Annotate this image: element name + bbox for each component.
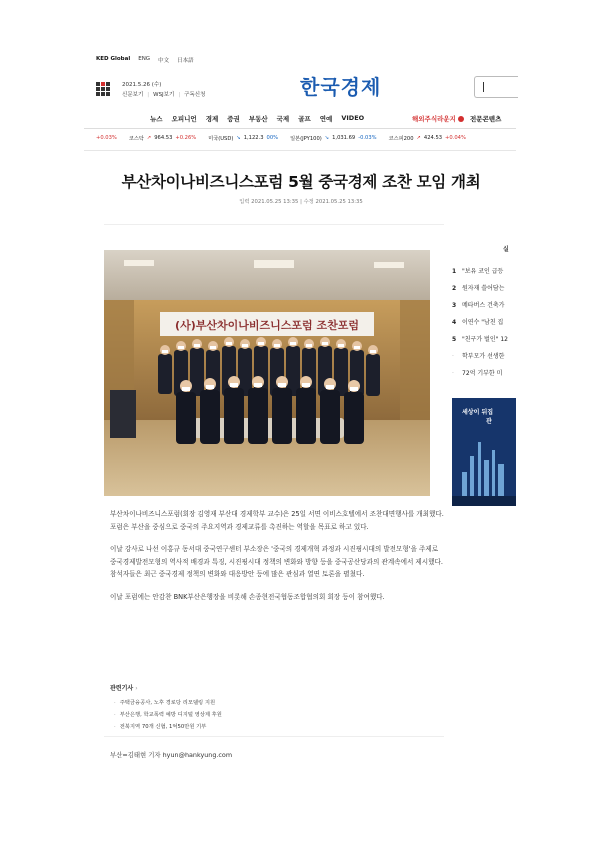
date-box: 2021.5.26 (수) 신문보기 | WSJ보기 | 구독신청 <box>122 82 206 98</box>
popular-item[interactable]: 5 "친구가 벌인" 12 <box>452 336 508 343</box>
site-logo[interactable]: 한국경제 <box>300 75 382 99</box>
ticker-item[interactable]: 코스피200 ↗ 424.53 +0.04% <box>388 135 466 142</box>
divider <box>104 224 444 225</box>
language-bar <box>96 56 194 64</box>
ked-global-link[interactable]: KED Global <box>96 56 131 62</box>
search-input[interactable] <box>474 76 518 98</box>
sidebar-extra-item[interactable]: · 학부모가 선생한 <box>452 353 505 360</box>
ticker-item[interactable]: 일본(JPY100) ↘ 1,031.69 -0.03% <box>290 135 377 142</box>
overseas-stock-lounge-link[interactable]: 해외주식라운지 <box>412 114 464 123</box>
main-nav <box>150 114 364 123</box>
reporter-byline: 부산=김태현 기자 hyun@hankyung.com <box>110 751 233 759</box>
premium-content-link[interactable]: 전문콘텐츠 <box>469 115 502 123</box>
menu-grid-icon[interactable] <box>96 82 110 96</box>
related-article-link[interactable]: · 부산은행, 학교폭력 예방 디지털 영상제 후원 <box>114 709 222 721</box>
ad-text: 세상이 뒤집 <box>462 409 494 416</box>
ticker-item[interactable]: 미국(USD) ↘ 1,122.3 00% <box>208 135 279 142</box>
divider <box>84 128 516 129</box>
wsj-link[interactable]: WSJ보기 <box>153 92 175 98</box>
article-paragraph: 이날 포럼에는 안감찬 BNK부산은행장을 비롯해 손종현전국협동조합협의회 회장 등이 참여했다. <box>110 592 385 601</box>
ticker-item[interactable]: 코스닥 ↗ 964.53 +0.26% <box>128 135 197 142</box>
arrow-up-icon: ↗ <box>146 135 152 141</box>
popular-item[interactable]: 3 메타버스 건축가 <box>452 302 505 309</box>
lang-eng-link[interactable]: ENG <box>138 56 151 62</box>
nav-item-entertainment[interactable]: 연예 <box>319 115 333 123</box>
popular-item[interactable]: 4 이연수 "남친 집 <box>452 319 504 326</box>
popular-item[interactable]: 1 "보유 코인 급등 <box>452 268 504 275</box>
arrow-up-icon: ↗ <box>416 135 421 141</box>
lang-chinese-link[interactable]: 中文 <box>158 58 170 64</box>
nav-special <box>412 114 501 123</box>
related-articles-list <box>114 697 222 733</box>
nav-item-news[interactable]: 뉴스 <box>150 115 163 123</box>
chevron-icon: › <box>135 685 138 692</box>
nav-item-stocks[interactable]: 증권 <box>227 115 240 123</box>
popular-list <box>452 263 508 382</box>
sidebar-heading: 실 <box>503 246 509 253</box>
nav-item-golf[interactable]: 골프 <box>298 115 311 123</box>
nav-item-opinion[interactable]: 오피니언 <box>171 115 197 123</box>
photo-banner-text: (사)부산차이나비즈니스포럼 조찬포럼 <box>175 319 359 332</box>
article-photo <box>104 250 430 496</box>
related-articles-heading: 관련기사 › <box>110 685 138 692</box>
arrow-down-icon: ↘ <box>236 135 241 141</box>
today-date: 2021.5.26 (수) <box>122 82 162 88</box>
nav-item-video[interactable]: VIDEO <box>341 114 365 122</box>
lang-japanese-link[interactable]: 日本語 <box>177 58 194 64</box>
article-paragraph: 이날 강사로 나선 이홍규 동서대 중국연구센터 부소장은 '중국의 경제개혁 과정과 시진핑시대의 발전모형'을 주제로 중국경제발전모형의 역사적 배경과 특징, 시진핑시대 정책의 변화와 방향 등을 중국공산당과의 관계속에서 제시했다. 참석자들은 최근 중국경제 정책의 변화와 대응방안 등에 많은 관심과 열띤 토론을 펼쳤다. <box>110 545 443 578</box>
article-paragraph: 부산차이나비즈니스포럼(회장 김영재 부산대 경제학부 교수)은 25일 서면 이비스호텔에서 조찬대면행사를 개최했다. 포럼은 부산을 중심으로 중국의 주요지역과 경제교류를 촉진하는 역할을 목표로 하고 있다. <box>110 510 444 531</box>
newspaper-link[interactable]: 신문보기 <box>122 92 144 98</box>
arrow-down-icon: ↘ <box>324 135 330 141</box>
related-article-link[interactable]: · 전북지역 70개 신협, 1억50만원 기부 <box>114 721 222 733</box>
divider <box>104 736 444 737</box>
sidebar-extra-item[interactable]: · 72억 기부한 미 <box>452 370 503 377</box>
sidebar-ad[interactable] <box>452 398 516 506</box>
nav-item-economy[interactable]: 경제 <box>205 115 219 123</box>
nav-item-realestate[interactable]: 부동산 <box>248 115 268 123</box>
ad-text-2: 관 <box>486 418 492 425</box>
subscribe-link[interactable]: 구독신청 <box>184 92 206 98</box>
divider <box>84 150 516 151</box>
popular-item[interactable]: 2 원자재 쓸어담는 <box>452 285 505 292</box>
article-dateline: 입력 2021.05.25 13:35 | 수정 2021.05.25 13:35 <box>239 199 363 205</box>
article-body <box>110 508 446 613</box>
lounge-badge-icon <box>458 116 464 122</box>
article-headline: 부산차이나비즈니스포럼 5월 중국경제 조찬 모임 개최 <box>121 173 481 191</box>
nav-item-international[interactable]: 국제 <box>276 115 290 123</box>
market-ticker <box>96 135 466 142</box>
related-article-link[interactable]: · 주택금융공사, 노후 경로당 리모델링 지원 <box>114 697 222 709</box>
ticker-item[interactable]: +0.03% <box>96 135 117 141</box>
